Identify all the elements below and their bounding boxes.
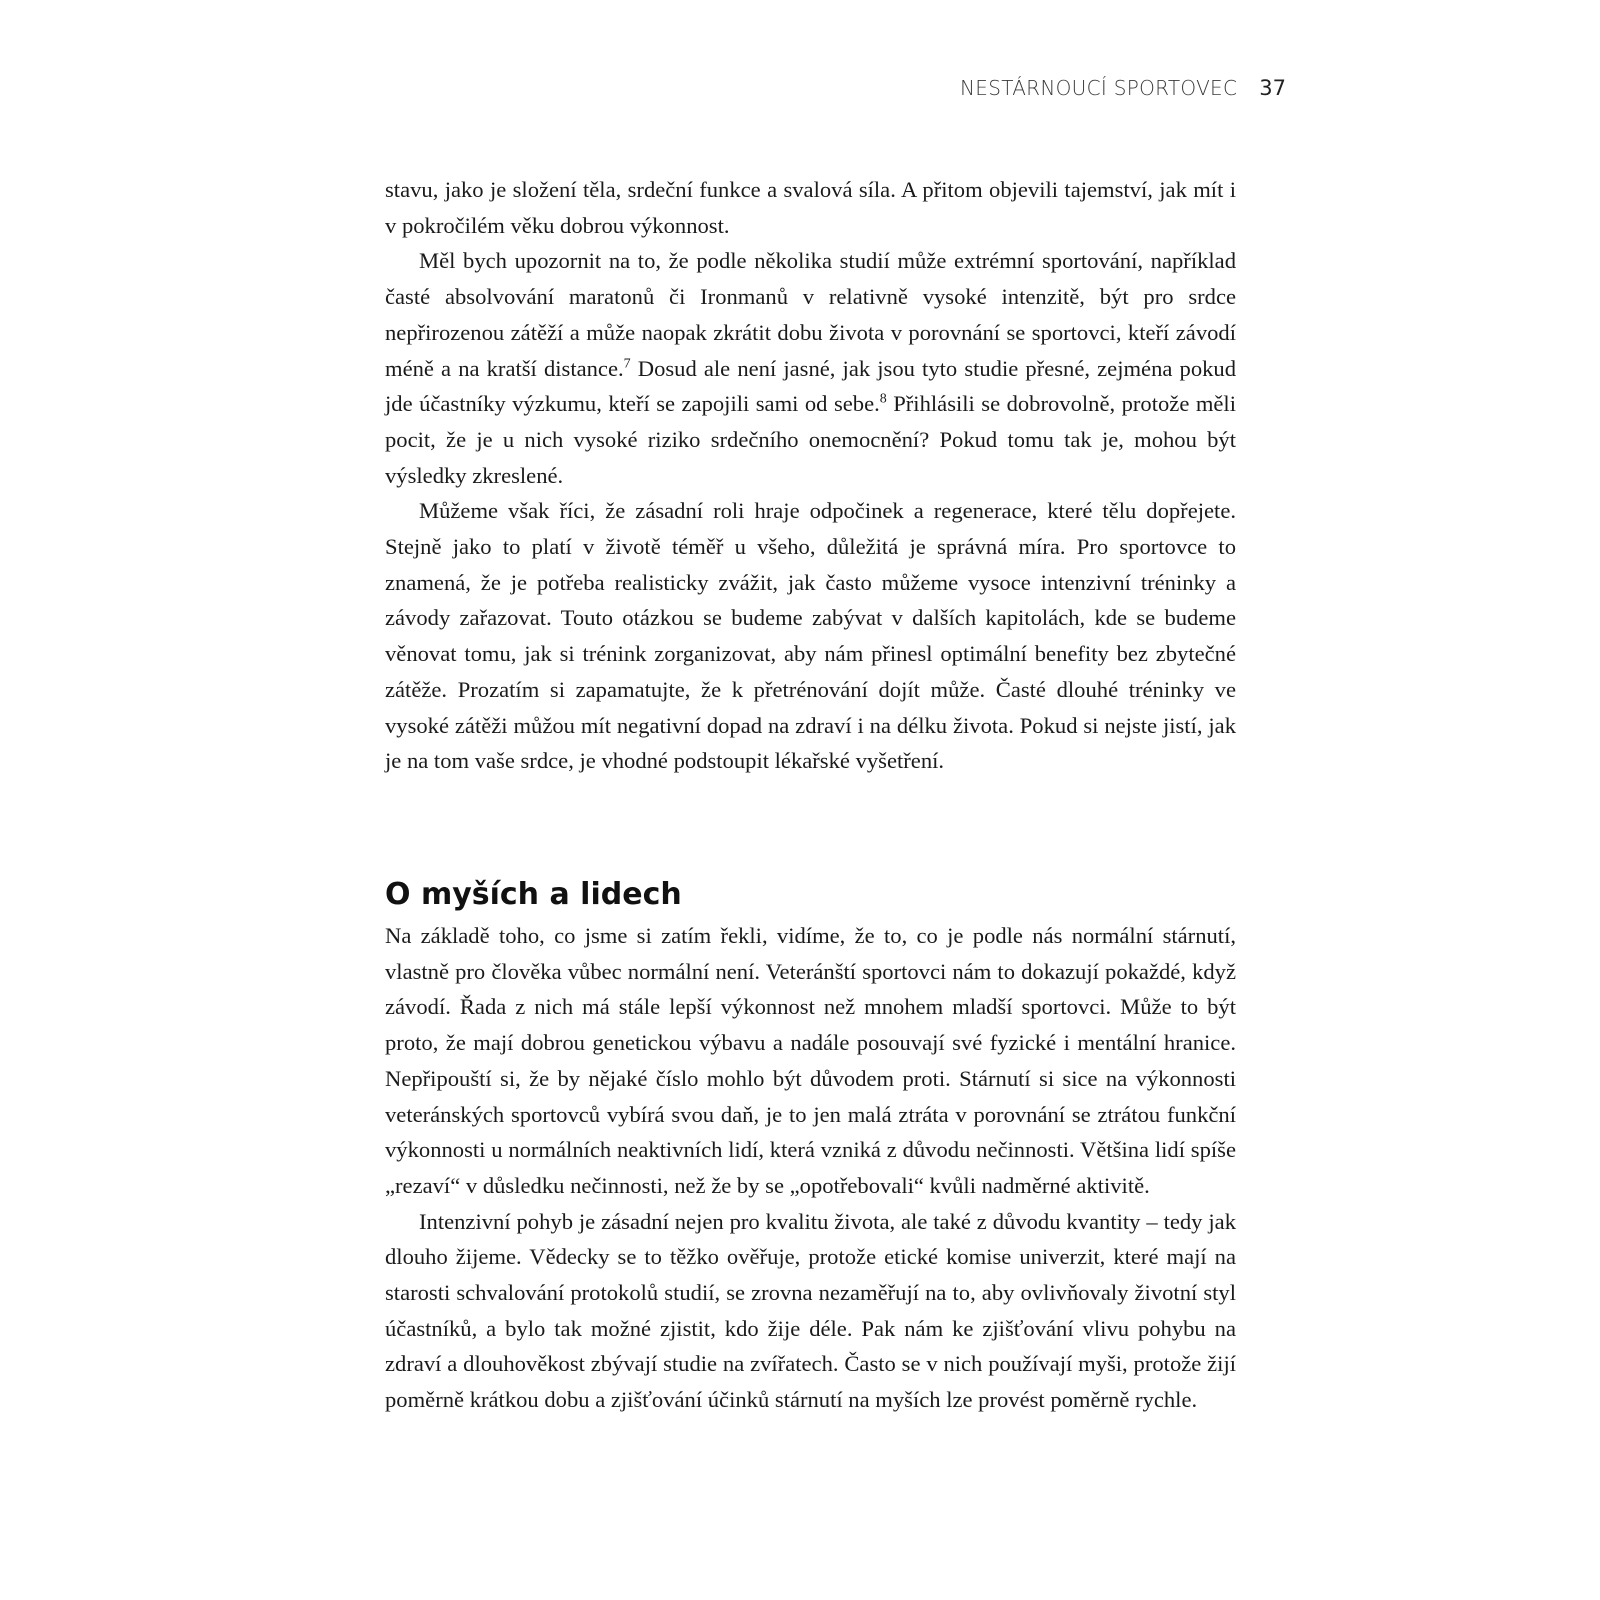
paragraph-continuation: stavu, jako je složení těla, srdeční funkce a svalová síla. A přitom objevili tajemství, jak mít i v pokročilém věku dobrou výkonnost. [385,177,1236,238]
paragraph-normal-aging: Na základě toho, co jsme si zatím řekli, vidíme, že to, co je podle nás normální stárnutí, vlastně pro člověka vůbec normální není. Veteránští sportovci nám to dokazují pokaždé, když závodí. Řada z nich má stále lepší výkonnost než mnohem mladší sportovci. Může to být proto, že mají dobrou genetickou výbavu a nadále posouvají své fyzické i mentální hranice. Nepřipouští si, že by nějaké číslo mohlo být důvodem proti. Stárnutí si sice na výkonnosti veteránských sportovců vybírá svou daň, je to jen malá ztráta v porovnání se ztrátou funkční výkonnosti u normálních neaktivních lidí, která vzniká z důvodu nečinnosti. Většina lidí spíše „rezaví“ v důsledku nečinnosti, než že by se „opotřebovali“ kvůli nadměrné aktivitě. [385,923,1236,1198]
paragraph-intense-movement: Intenzivní pohyb je zásadní nejen pro kvalitu života, ale také z důvodu kvantity – tedy jak dlouho žijeme. Vědecky se to těžko ověřuje, protože etické komise univerzit, které mají na starosti schvalování protokolů studií, se zrovna nezaměřují na to, aby ovlivňovaly životní styl účastníků, a bylo tak možné zjistit, kdo žije déle. Pak nám ke zjišťování vlivu pohybu na zdraví a dlouhověkost zbývají studie na zvířatech. Často se v nich používají myši, protože žijí poměrně krátkou dobu a zjišťování účinků stárnutí na myších lze provést poměrně rychle. [385,1208,1236,1413]
paragraph-text: Měl bych upozornit na to, že podle několika studií může extrémní sportování, například časté absolvování maratonů či Ironmanů v relativně vysoké intenzitě, být pro srdce nepřirozenou zátěží a může naopak zkrátit dobu života v porovnání se sportovci, kteří závodí méně a na kratší distance. [385,248,1236,381]
paragraph-text: Dosud ale není jasné, jak jsou tyto studie přesné, zejména pokud jde účastníky výzkumu, kteří se zapojili sami od sebe. [385,355,1237,417]
paragraph-text: Přihlásili se dobrovolně, protože měli pocit, že je u nich vysoké riziko srdečního onemocnění? Pokud tomu tak je, mohou být výsledky zkreslené. [385,391,1236,488]
running-title: NESTÁRNOUCÍ SPORTOVEC [960,76,1238,100]
running-header [900,72,1286,104]
section-1-body [385,172,1236,779]
section-heading: O myších a lidech [385,877,682,912]
section-2-body [385,918,1236,1418]
paragraph-rest-regeneration: Můžeme však říci, že zásadní roli hraje odpočinek a regenerace, které tělu dopřejete. Stejně jako to platí v životě téměř u všeho, důležitá je správná míra. Pro sportovce to znamená, že je potřeba realisticky zvážit, jak často můžeme vysoce intenzivní tréninky a závody zařazovat. Touto otázkou se budeme zabývat v dalších kapitolách, kde se budeme věnovat tomu, jak si trénink zorganizovat, aby nám přinesl optimální benefity bez zbytečné zátěže. Prozatím si zapamatujte, že k přetrénování dojít může. Časté dlouhé tréninky ve vysoké zátěži můžou mít negativní dopad na zdraví i na délku života. Pokud si nejste jistí, jak je na tom vaše srdce, je vhodné podstoupit lékařské vyšetření. [385,498,1236,774]
paragraph-extreme-sport [385,243,1236,493]
footnote-ref-8: 8 [879,391,887,407]
footnote-ref-7: 7 [623,355,631,371]
page-number: 37 [1259,76,1286,100]
